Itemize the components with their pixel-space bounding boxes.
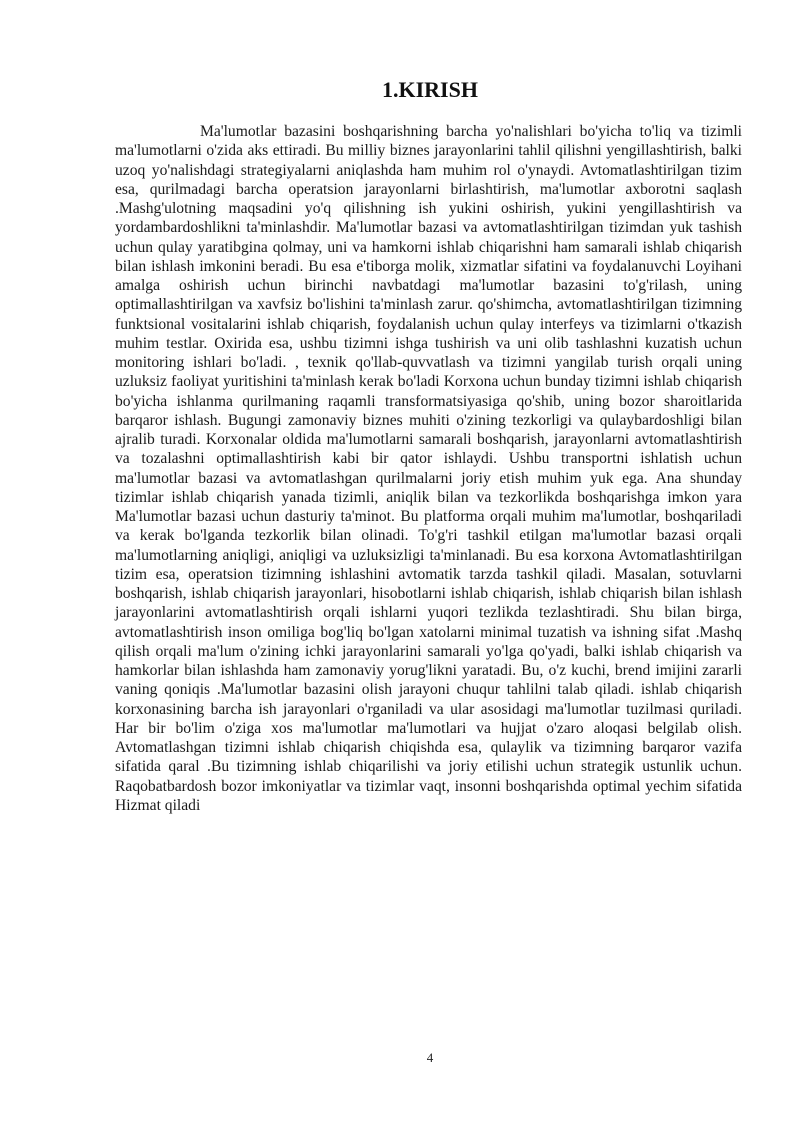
section-title: 1.KIRISH — [382, 77, 478, 102]
body-paragraph: Ma'lumotlar bazasini boshqarishning barcha yo'nalishlari bo'yicha to'liq va tizimli ma'lumotlarni o'zida aks ettiradi. Bu milliy biznes jarayonlarini tahlil qilishni yengillashtirish, balki uzoq yo'nalishdagi strategiyalarni aniqlashda ham muhim rol o'ynaydi. Avtomatlashtirilgan tizim esa, qurilmadagi barcha operatsion jarayonlarni birlashtirish, ma'lumotlar axborotni saqlash .Mashg'ulotning maqsadini yo'q qilishning ish yukini oshirish, yukini yengillashtirish va yordambardoshlikni ta'minlashdir. Ma'lumotlar bazasi va avtomatlashtirilgan tizimdan yuk tashish uchun qulay yaratibgina qolmay, uni va hamkorni ishlab chiqarishni ham samarali ishlab chiqarish bilan ishlash imkonini beradi. Bu esa e'tiborga molik, xizmatlar sifatini va foydalanuvchi Loyihani amalga oshirish uchun birinchi navbatdagi ma'lumotlar bazasini to'g'rilash, uning optimallashtirilgan va xavfsiz bo'lishini ta'minlash zarur. qo'shimcha, avtomatlashtirilgan tizimning funktsional vositalarini ishlab chiqarish, foydalanish uchun qulay interfeys va tizimlarni o'tkazish muhim testlar. Oxirida esa, ushbu tizimni ishga tushirish va uni olib tashlashni kuzatish uchun monitoring ishlari bo'ladi. , texnik qo'llab-quvvatlash va tizimni yangilab turish orqali uning uzluksiz faoliyat yuritishini ta'minlash kerak bo'ladi Korxona uchun bunday tizimni ishlab chiqarish bo'yicha ishlanma qurilmaning raqamli transformatsiyasiga qo'shib, uning bozor sharoitlarida barqaror ishlash. Bugungi zamonaviy biznes muhiti o'zining tezkorligi va qulaybardoshligi bilan ajralib turadi. Korxonalar oldida ma'lumotlarni samarali boshqarish, jarayonlarni avtomatlashtirish va tozalashni optimallashtirish kabi bir qator ishlaydi. Ushbu transportni ishlatish uchun ma'lumotlar bazasi va avtomatlashgan qurilmalarni joriy etish muhim yuk ega. Ana shunday tizimlar ishlab chiqarish yanada tizimli, aniqlik bilan va tezkorlikda boshqarishga imkon yara Ma'lumotlar bazasi uchun dasturiy ta'minot. Bu platforma orqali muhim ma'lumotlar, boshqariladi va kerak bo'lganda tezkorlik bilan olinadi. To'g'ri tashkil etilgan ma'lumotlar bazasi orqali ma'lumotlarning aniqligi, aniqligi va uzluksizligi ta'minlanadi. Bu esa korxona Avtomatlashtirilgan tizim esa, operatsion tizimning ishlashini avtomatik tarzda tashkil qiladi. Masalan, sotuvlarni boshqarish, ishlab chiqarish jarayonlari, hisobotlarni ishlab chiqarish, ishlab chiqarish bilan ishlash jarayonlarini avtomatlashtirish orqali ishlarni yuqori tezlikda tezlashtiradi. Shu bilan birga, avtomatlashtirish inson omiliga bog'liq bo'lgan xatolarni minimal tuzatish va ishning sifat .Mashq qilish orqali ma'lum o'zining ichki jarayonlarini samarali yo'lga qo'yadi, balki ishlab chiqarish va hamkorlar bilan ishlashda ham zamonaviy yorug'likni yaratadi. Bu, o'z kuchi, brend imijini zararli vaning qoniqis .Ma'lumotlar bazasini olish jarayoni chuqur tahlilni talab qiladi. ishlab chiqarish korxonasining barcha ish jarayonlari o'rganiladi va ular asosidagi ma'lumotlar tuzilmasi quriladi. Har bir bo'lim o'ziga xos ma'lumotlar ma'lumotlari va hujjat o'zaro aloqasi belgilab olish. Avtomatlashgan tizimni ishlab chiqarish chiqishda esa, qulaylik va tizimning barqaror vazifa sifatida qaral .Bu tizimning ishlab chiqarilishi va joriy etilishi uchun strategik ustunlik uchun. Raqobatbardosh bozor imkoniyatlar va tizimlar vaqt, insonni boshqarishda optimal yechim sifatida Hizmat qiladi — [115, 123, 742, 814]
page-number: 4 — [426, 1050, 434, 1065]
